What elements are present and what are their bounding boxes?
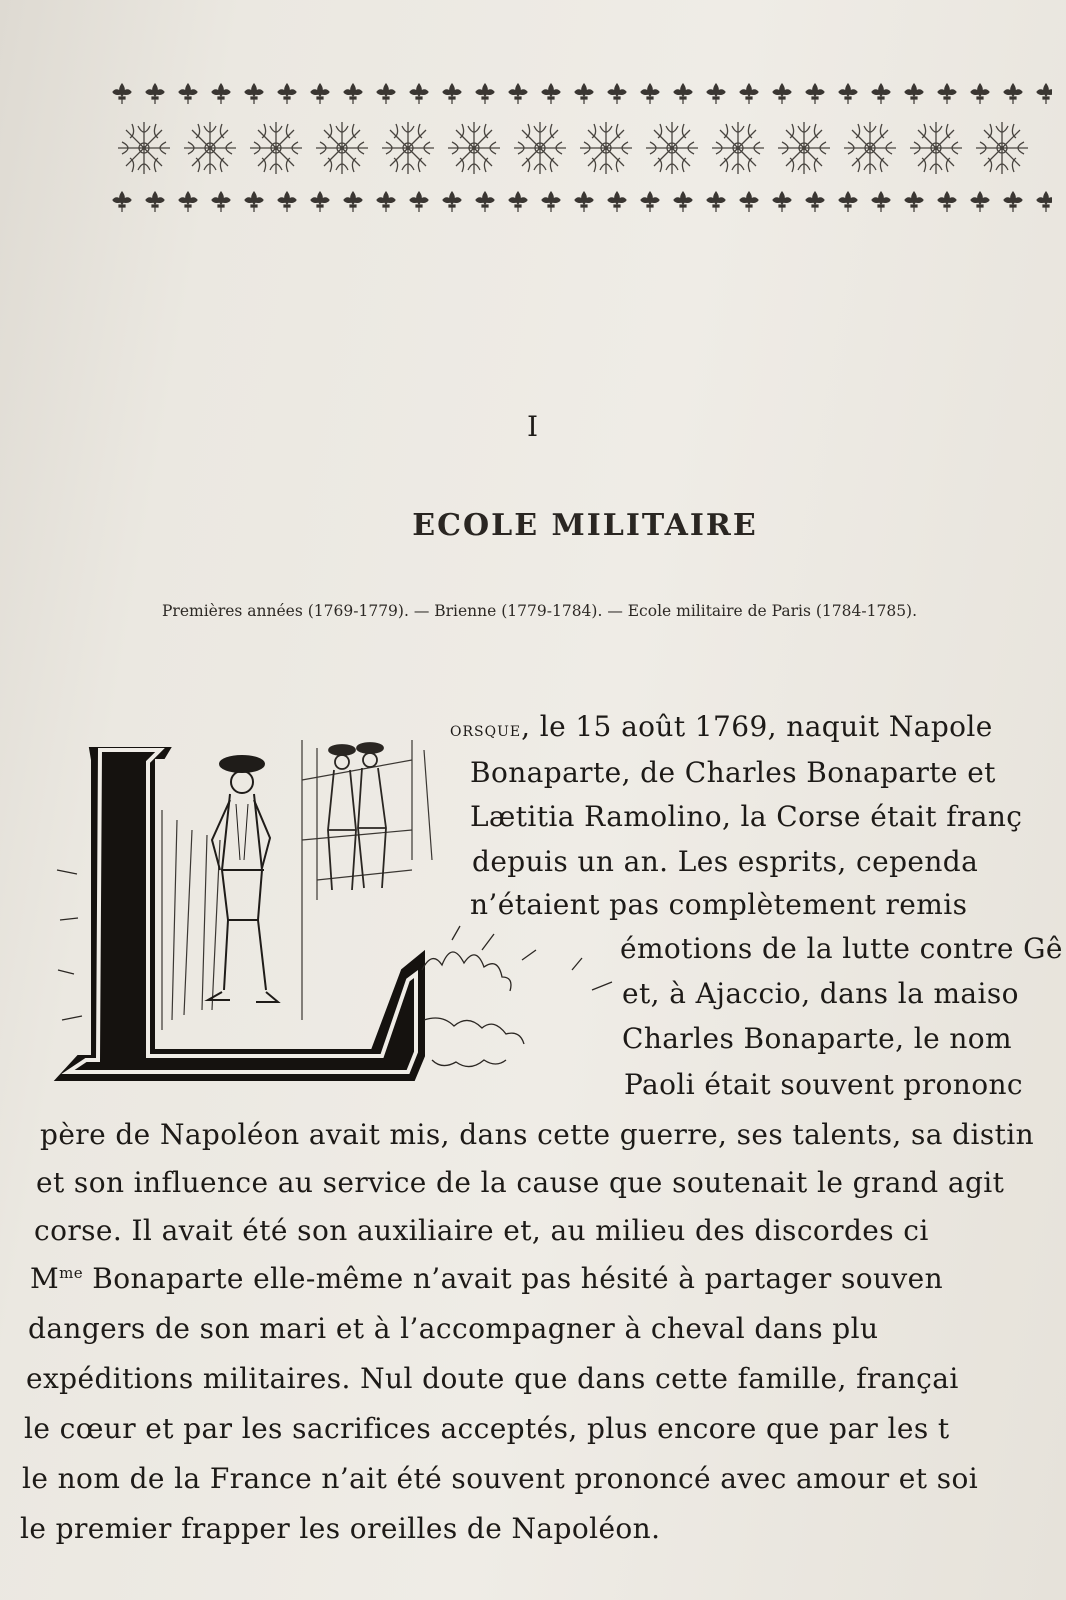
ornamental-header-band [108,78,1052,220]
text-line-4: depuis un an. Les esprits, cependa [472,845,979,878]
text-line-6: émotions de la lutte contre Gê [620,932,1063,965]
text-line-11: et son influence au service de la cause que soutenait le grand agit [36,1166,1005,1199]
text-line-5: n’étaient pas complètement remis [470,888,968,921]
text-line-10: père de Napoléon avait mis, dans cette guerre, ses talents, sa distin [40,1118,1035,1151]
text-line-16: le cœur et par les sacrifices acceptés, plus encore que par les t [24,1412,950,1445]
text-line-8: Charles Bonaparte, le nom [622,1022,1012,1055]
text-line-18: le premier frapper les oreilles de Napoléon. [20,1512,661,1545]
chapter-number: I [526,410,540,443]
text-line-17: le nom de la France n’ait été souvent prononcé avec amour et soi [22,1462,979,1495]
text-line-9: Paoli était souvent prononc [624,1068,1023,1101]
lead-small-caps: orsque [450,717,522,741]
chapter-title: ECOLE MILITAIRE [412,508,758,543]
text-line-12: corse. Il avait été son auxiliaire et, au milieu des discordes ci [34,1214,929,1247]
text-line-7: et, à Ajaccio, dans la maiso [622,977,1019,1010]
text-line-2: Bonaparte, de Charles Bonaparte et [470,756,996,789]
text-line-1: orsque, le 15 août 1769, naquit Napole [450,710,993,743]
text-line-13: $M^{me}$ Bonaparte elle-même n’avait pas hésité à partager souven [30,1262,944,1295]
text-line-15: expéditions militaires. Nul doute que dans cette famille, françai [26,1362,959,1395]
text-line-14: dangers de son mari et à l’accompagner à cheval dans plu [28,1312,879,1345]
text-line-3: Lætitia Ramolino, la Corse était franç [470,800,1023,833]
chapter-subtitle: Premières années (1769-1779). — Brienne (1779-1784). — Ecole militaire de Paris (1784-1785). [162,602,918,620]
